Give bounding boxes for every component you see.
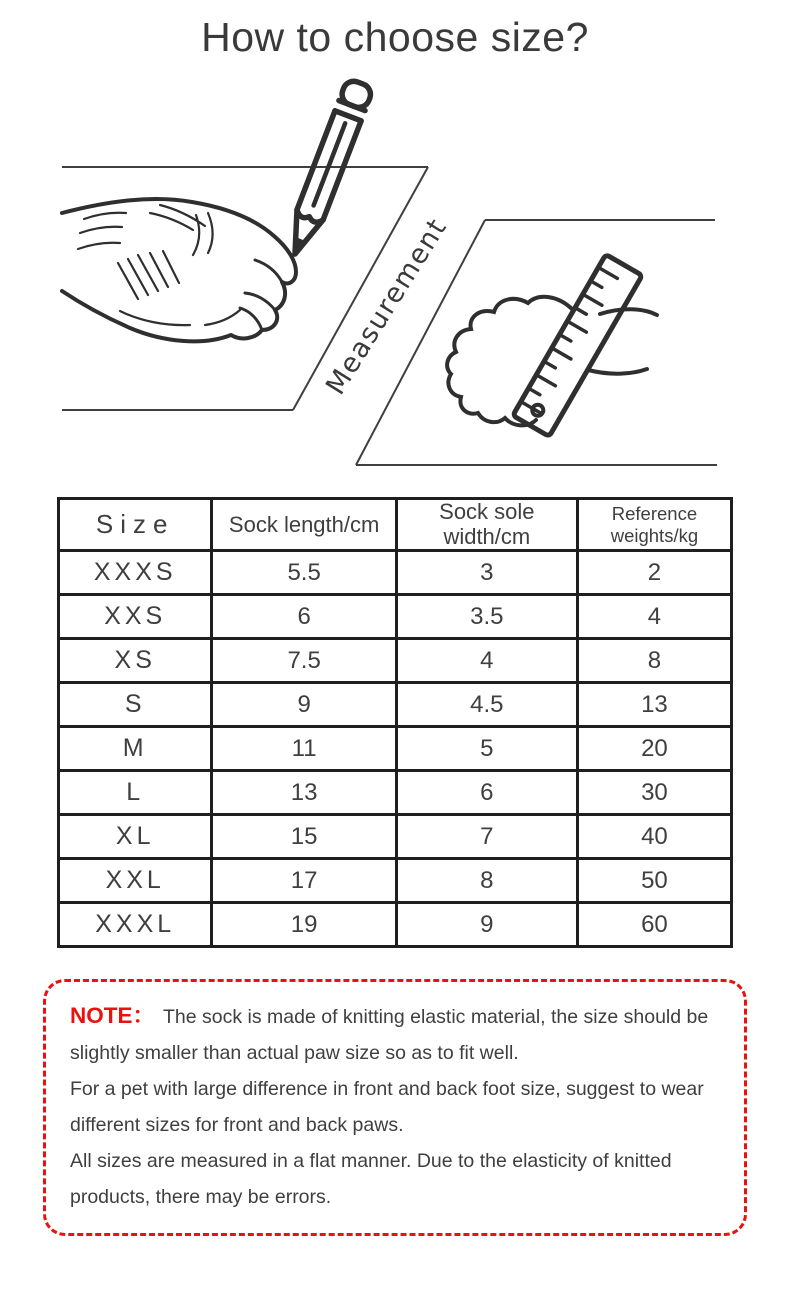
column-header-size: Size (59, 499, 212, 551)
width-cell: 9 (396, 903, 577, 947)
size-cell: XS (59, 639, 212, 683)
width-cell: 4 (396, 639, 577, 683)
column-header-sock-length: Sock length/cm (212, 499, 396, 551)
weight-cell: 4 (577, 595, 731, 639)
size-cell: XXXS (59, 551, 212, 595)
weight-cell: 50 (577, 859, 731, 903)
width-cell: 7 (396, 815, 577, 859)
size-cell: XXS (59, 595, 212, 639)
table-row (59, 903, 732, 947)
page-title: How to choose size? (201, 14, 589, 60)
size-cell: XXXL (59, 903, 212, 947)
weight-cell: 2 (577, 551, 731, 595)
note-paragraph-2: For a pet with large difference in front and back foot size, suggest to wear different sizes for front and back paws. (70, 1078, 704, 1137)
size-cell: L (59, 771, 212, 815)
width-cell: 3.5 (396, 595, 577, 639)
table-row (59, 595, 732, 639)
length-cell: 19 (212, 903, 396, 947)
width-cell: 5 (396, 727, 577, 771)
width-cell: 6 (396, 771, 577, 815)
length-cell: 13 (212, 771, 396, 815)
length-cell: 5.5 (212, 551, 396, 595)
length-cell: 7.5 (212, 639, 396, 683)
note-text-1: The sock is made of knitting elastic material, the size should be slightly smaller than actual paw size so as to fit well. (70, 1006, 709, 1065)
length-cell: 6 (212, 595, 396, 639)
weight-cell: 8 (577, 639, 731, 683)
size-cell: XXL (59, 859, 212, 903)
table-row (59, 815, 732, 859)
table-header-row (59, 499, 732, 551)
width-cell: 8 (396, 859, 577, 903)
measurement-illustration (0, 67, 790, 495)
paw-outline-trace-icon (447, 297, 657, 426)
size-cell: S (59, 683, 212, 727)
width-cell: 3 (396, 551, 577, 595)
length-cell: 15 (212, 815, 396, 859)
length-cell: 11 (212, 727, 396, 771)
weight-cell: 40 (577, 815, 731, 859)
table-row (59, 727, 732, 771)
length-cell: 17 (212, 859, 396, 903)
size-cell: M (59, 727, 212, 771)
note-box (43, 979, 747, 1236)
table-row (59, 683, 732, 727)
note-paragraph-3: All sizes are measured in a flat manner. Due to the elasticity of knitted products, there may be errors. (70, 1150, 672, 1209)
table-row (59, 639, 732, 683)
note-label: NOTE： (70, 1003, 156, 1029)
column-header-sock-sole-width: Sock sole width/cm (396, 499, 577, 551)
weight-cell: 13 (577, 683, 731, 727)
table-row (59, 771, 732, 815)
length-cell: 9 (212, 683, 396, 727)
width-cell: 4.5 (396, 683, 577, 727)
weight-cell: 60 (577, 903, 731, 947)
column-header-reference-weights: Reference weights/kg (577, 499, 731, 551)
note-paragraph-1 (70, 998, 722, 1071)
table-row (59, 859, 732, 903)
measurement-label: Measurement (320, 212, 454, 401)
size-cell: XL (59, 815, 212, 859)
weight-cell: 30 (577, 771, 731, 815)
table-row (59, 551, 732, 595)
dog-paw-sketch-icon (62, 199, 296, 341)
ruler-icon (513, 254, 642, 436)
pencil-icon (281, 78, 373, 261)
size-table (57, 497, 733, 948)
weight-cell: 20 (577, 727, 731, 771)
